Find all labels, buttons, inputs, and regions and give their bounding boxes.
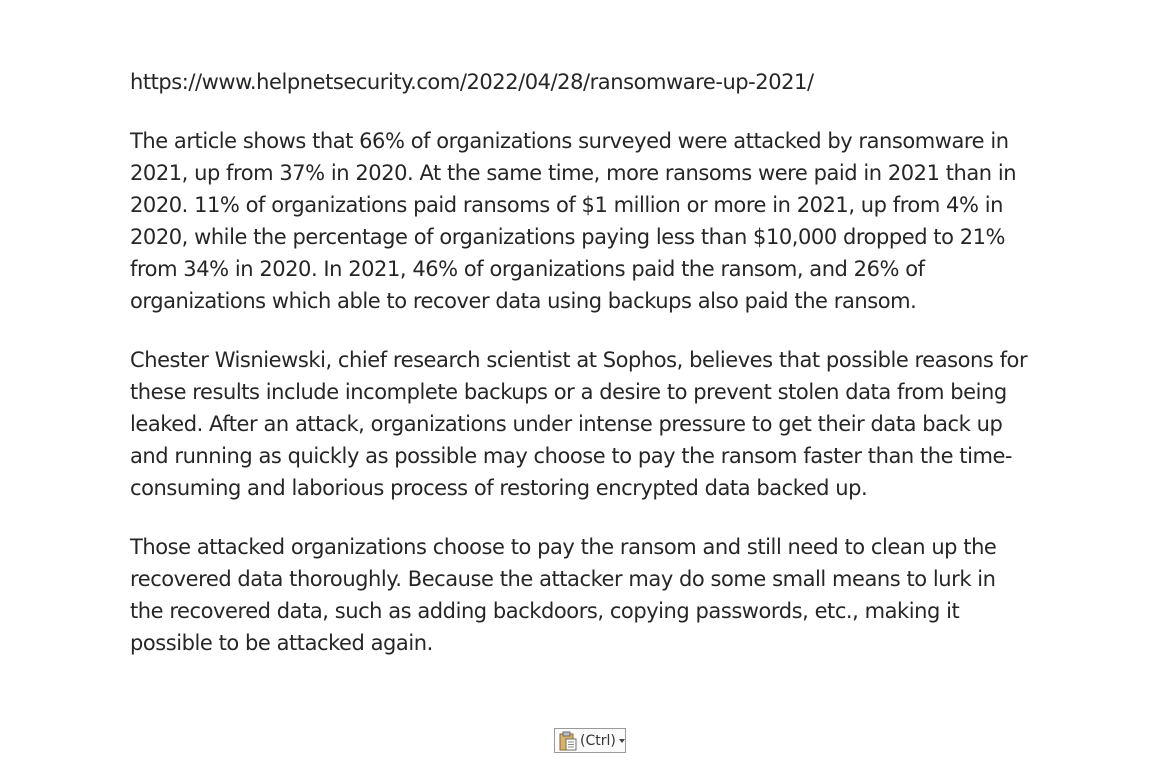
chevron-down-icon (619, 739, 625, 743)
paragraph-1: The article shows that 66% of organizations surveyed were attacked by ransomware in 2021, up from 37% in 2020. At the same time, more ransoms were paid in 2021 than in 2020. 11% of organizations paid ransoms of $1 million or more in 2021, up from 4% in 2020, while the percentage of organizations paying less than $10,000 dropped to 21% from 34% in 2020. In 2021, 46% of organizations paid the ransom, and 26% of organizations which able to recover data using backups also paid the ransom. (130, 129, 1017, 313)
paragraph-3: Those attacked organizations choose to pay the ransom and still need to clean up the recovered data thoroughly. Because the attacker may do some small means to lurk in the recovered data, such as adding backdoors, copying passwords, etc., making it possible to be attacked again. (130, 535, 997, 655)
paste-options-label: (Ctrl) (580, 732, 616, 749)
paste-options-button[interactable] (554, 728, 626, 753)
url-line: https://www.helpnetsecurity.com/2022/04/28/ransomware-up-2021/ (130, 70, 814, 94)
document-body (130, 66, 1030, 686)
clipboard-icon (559, 731, 577, 751)
paragraph-2: Chester Wisniewski, chief research scientist at Sophos, believes that possible reasons for these results include incomplete backups or a desire to prevent stolen data from being leaked. After an attack, organizations under intense pressure to get their data back up and running as quickly as possible may choose to pay the ransom faster than the time-consuming and laborious process of restoring encrypted data backed up. (130, 348, 1028, 500)
